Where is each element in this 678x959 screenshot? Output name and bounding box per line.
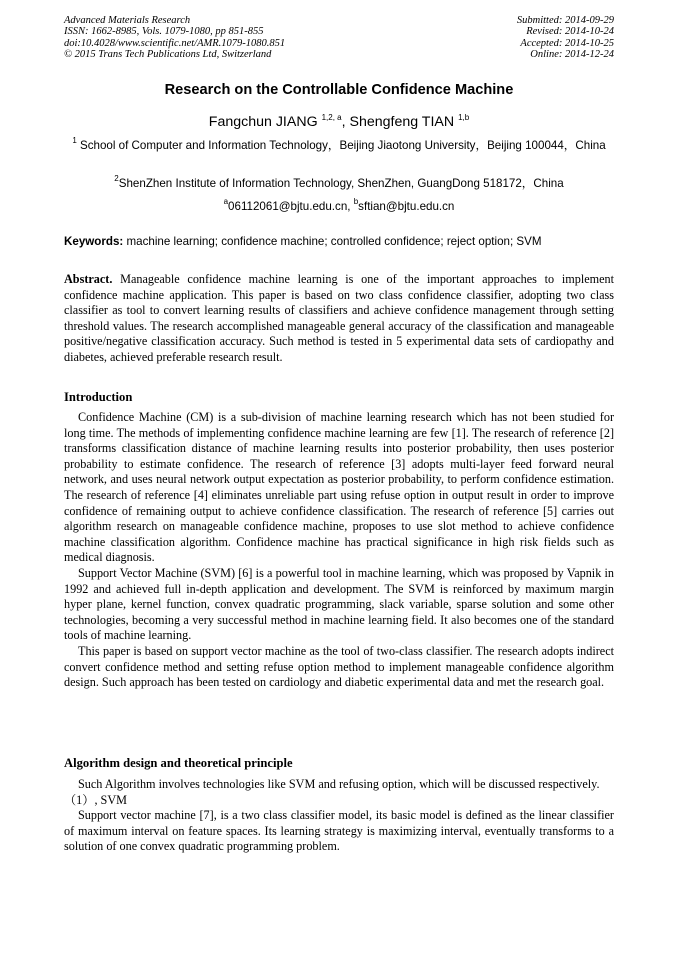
affiliation-1-marker: 1 xyxy=(72,136,77,145)
keywords xyxy=(64,234,619,250)
copyright-line: © 2015 Trans Tech Publications Ltd, Switzerland xyxy=(64,48,272,60)
author-2-name: Shengfeng TIAN xyxy=(349,114,455,130)
email-1: 06112061@bjtu.edu.cn xyxy=(228,200,348,213)
affiliation-1 xyxy=(64,138,614,154)
author-2-affil: 1,b xyxy=(458,113,470,122)
email-2-marker: b xyxy=(353,197,359,206)
intro-paragraph-1: Confidence Machine (CM) is a sub-division of machine learning research which has not been studied for long time. The methods of implementing confidence machine learning are few [1]. The research of reference [2] transforms classification distance of machine learning results into posterior probability, then uses posterior probability to estimate confidence. The research of reference [3] adopts multi-layer feed forward neural network, and uses neural network output expectation as posterior probability, to perform confidence estimation. The research of reference [4] eliminates unreliable part using refuse option in output result in order to improve confidence of remaining output to achieve confidence classification. The research of reference [5] carries out algorithm research on manageable confidence machine, proposes to use slot method to achieve confidence machine classification algorithm. Confidence machine has practical significance in high risk fields such as medical diagnosis. xyxy=(64,410,614,565)
paper-title: Research on the Controllable Confidence Machine xyxy=(164,82,514,98)
affiliation-2-text: ShenZhen Institute of Information Technology, ShenZhen, GuangDong 518172，China xyxy=(118,177,564,190)
journal-name: Advanced Materials Research xyxy=(64,15,191,26)
author-emails xyxy=(64,199,614,215)
author-separator: , xyxy=(341,114,350,130)
author-1-name: Fangchun JIANG xyxy=(208,114,318,130)
algorithm-heading: Algorithm design and theoretical principle xyxy=(64,756,293,770)
intro-paragraph-3: This paper is based on support vector machine as the tool of two-class classifier. The research adopts indirect convert confidence method and setting refuse option method to implement manageable confidence algorithm design. Such approach has been tested on cardiology and diabetic experimental data and met the research goal. xyxy=(64,643,614,690)
abstract-label: Abstract. xyxy=(64,272,113,286)
email-1-marker: a xyxy=(223,197,229,206)
online-date: Online: 2014-12-24 xyxy=(530,48,614,60)
publication-dates xyxy=(517,15,614,60)
algorithm-paragraph-1: Such Algorithm involves technologies like SVM and refusing option, which will be discussed respectively. xyxy=(78,777,600,791)
introduction-heading: Introduction xyxy=(64,390,133,404)
algorithm-body xyxy=(64,777,614,855)
abstract xyxy=(64,272,614,366)
revised-date: Revised: 2014-10-24 xyxy=(526,26,614,38)
submitted-date: Submitted: 2014-09-29 xyxy=(516,15,614,26)
affiliation-1-text: School of Computer and Information Technology，Beijing Jiaotong University，Beijing 100044，China xyxy=(80,139,606,152)
affiliation-2 xyxy=(64,176,614,192)
accepted-date: Accepted: 2014-10-25 xyxy=(520,37,614,49)
email-separator: , xyxy=(347,200,354,213)
issn-line: ISSN: 1662-8985, Vols. 1079-1080, pp 851-855 xyxy=(64,26,264,38)
author-line xyxy=(64,112,614,132)
introduction-body xyxy=(64,410,614,691)
email-2: sftian@bjtu.edu.cn xyxy=(358,200,455,213)
keywords-text: machine learning; confidence machine; controlled confidence; reject option; SVM xyxy=(123,235,542,248)
keywords-label: Keywords: xyxy=(64,235,124,248)
doi-line: doi:10.4028/www.scientific.net/AMR.1079-1080.851 xyxy=(64,37,286,49)
abstract-paragraph xyxy=(64,272,614,366)
journal-info xyxy=(64,15,285,60)
abstract-text: Manageable confidence machine learning is one of the important approaches to implement confidence machine application. This paper is based on two class confidence classifier, adopting two class classifier as tool to convert learning results of classifiers and achieve confidence management through setting threshold values. The research accomplished manageable general accuracy of the classification and manageable positive/negative classification accuracy. Such method is tested in 5 experimental data sets of cardiopathy and diabetes, achieved preferable research result. xyxy=(64,272,614,364)
algorithm-paragraph-2: Support vector machine [7], is a two class classifier model, its basic model is defined as the linear classifier of maximum interval on feature spaces. Its learning strategy is maximizing interval, eventually transforms to a solution of one convex quadratic programming problem. xyxy=(64,808,614,854)
intro-paragraph-2: Support Vector Machine (SVM) [6] is a powerful tool in machine learning, which was proposed by Vapnik in 1992 and achieved full in-depth application and development. The SVM is reinforced by maximum margin hyper plane, kernel function, convex quadratic programming, slack variable, sparse solution and some other technologies, becoming a very successful method in machine learning field. It also becomes one of the standard tools of machine learning. xyxy=(64,565,614,643)
affiliation-2-marker: 2 xyxy=(114,174,119,183)
svm-subsection-heading: （1）, SVM xyxy=(64,792,127,807)
author-1-affil: 1,2, a xyxy=(321,113,342,122)
